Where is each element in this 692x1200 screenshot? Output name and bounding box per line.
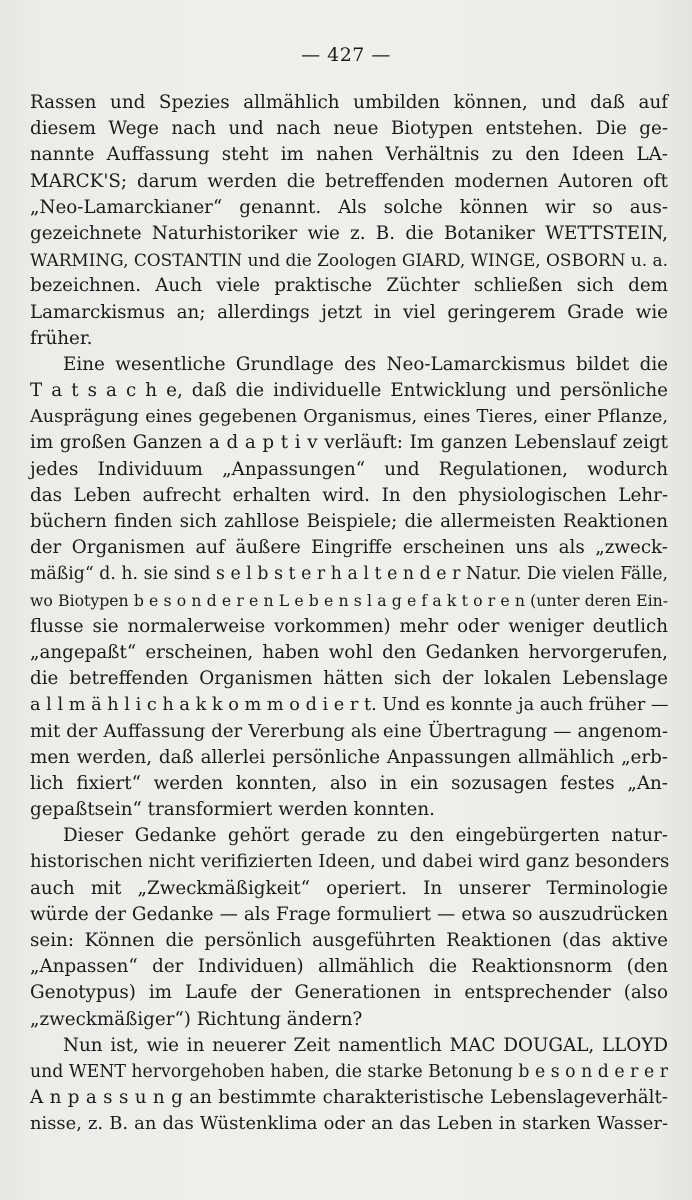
text-line: Rassen und Spezies allmählich umbilden können, und daß auf (30, 92, 668, 113)
text-line: wo Biotypen b e s o n d e r e n L e b e n s l a g e f a k t o r e n (unter deren Ein- (30, 590, 668, 610)
text-line: nisse, z. B. an das Wüstenklima oder an das Leben in starken Wasser- (30, 1113, 668, 1135)
text-line: „angepaßt“ erscheinen, haben wohl den Gedanken hervorgerufen, (30, 641, 668, 663)
text-line: im großen Ganzen a d a p t i v verläuft: Im ganzen Lebenslauf zeigt (30, 432, 668, 454)
text-line: Eine wesentliche Grundlage des Neo-Lamarckismus bildet die (63, 353, 668, 375)
text-line: jedes Individuum „Anpassungen“ und Regulationen, wodurch (30, 458, 668, 480)
text-line: „Anpassen“ der Individuen) allmählich die Reaktionsnorm (den (30, 956, 668, 978)
text-line: mit der Auffassung der Vererbung als eine Übertragung — angenom- (30, 720, 668, 742)
text-line: „Neo-Lamarckianer“ genannt. Als solche können wir so aus- (30, 196, 668, 218)
text-line: Dieser Gedanke gehört gerade zu den eingebürgerten natur- (63, 825, 668, 847)
text-line: gepaßtsein“ transformiert werden konnten. (30, 799, 435, 821)
text-line: Ausprägung eines gegebenen Organismus, eines Tieres, einer Pflanze, (30, 407, 668, 428)
text-line: büchern finden sich zahllose Beispiele; die allermeisten Reaktionen (30, 511, 668, 532)
text-line: MARCK'S; darum werden die betreffenden modernen Autoren oft (30, 170, 668, 192)
body-text (30, 90, 668, 1138)
text-line: und WENT hervorgehoben haben, die starke Betonung b e s o n d e r e r (30, 1061, 668, 1082)
text-line: Nun ist, wie in neuerer Zeit namentlich MAC DOUGAL, LLOYD (63, 1034, 668, 1056)
text-line: „zweckmäßiger“) Richtung ändern? (30, 1008, 363, 1030)
text-line: flusse sie normalerweise vorkommen) mehr oder weniger deutlich (30, 615, 668, 637)
text-line: Lamarckismus an; allerdings jetzt in viel geringerem Grade wie (30, 301, 668, 323)
text-line: mäßig“ d. h. sie sind s e l b s t e r h a l t e n d e r Natur. Die vielen Fälle, (30, 564, 668, 585)
text-line: nannte Auffassung steht im nahen Verhältnis zu den Ideen LA- (30, 144, 668, 166)
text-line: die betreffenden Organismen hätten sich der lokalen Lebenslage (30, 668, 668, 690)
text-line: diesem Wege nach und nach neue Biotypen entstehen. Die ge- (30, 118, 668, 140)
text-line: sein: Können die persönlich ausgeführten Reaktionen (das aktive (30, 930, 668, 951)
text-line: auch mit „Zweckmäßigkeit“ operiert. In unserer Terminologie (30, 877, 668, 899)
text-line: historischen nicht verifizierten Ideen, und dabei wird ganz besonders (30, 851, 670, 873)
text-line: a l l m ä h l i c h a k k o m m o d i e r t. Und es konnte ja auch früher — (30, 695, 669, 716)
text-line: Genotypus) im Laufe der Generationen in entsprechender (also (30, 982, 668, 1004)
text-line: lich fixiert“ werden konnten, also in ein sozusagen festes „An- (30, 772, 668, 794)
text-line: der Organismen auf äußere Eingriffe erscheinen uns als „zweck- (30, 537, 668, 559)
text-line: früher. (30, 327, 93, 349)
text-line: gezeichnete Naturhistoriker wie z. B. die Botaniker WETTSTEIN, (30, 222, 668, 244)
text-line: bezeichnen. Auch viele praktische Züchter schließen sich dem (30, 275, 668, 297)
text-line: men werden, daß allerlei persönliche Anpassungen allmählich „erb- (30, 746, 668, 768)
text-line: A n p a s s u n g an bestimmte charakteristische Lebenslageverhält- (30, 1087, 668, 1109)
text-line: das Leben aufrecht erhalten wird. In den physiologischen Lehr- (30, 484, 668, 506)
text-line: WARMING, COSTANTIN und die Zoologen GIARD, WINGE, OSBORN u. a. (30, 250, 668, 271)
text-line: würde der Gedanke — als Frage formuliert — etwa so auszudrücken (30, 903, 668, 925)
text-line: T a t s a c h e, daß die individuelle Entwicklung und persönliche (30, 380, 668, 402)
page-number-header: — 427 — (301, 44, 391, 66)
